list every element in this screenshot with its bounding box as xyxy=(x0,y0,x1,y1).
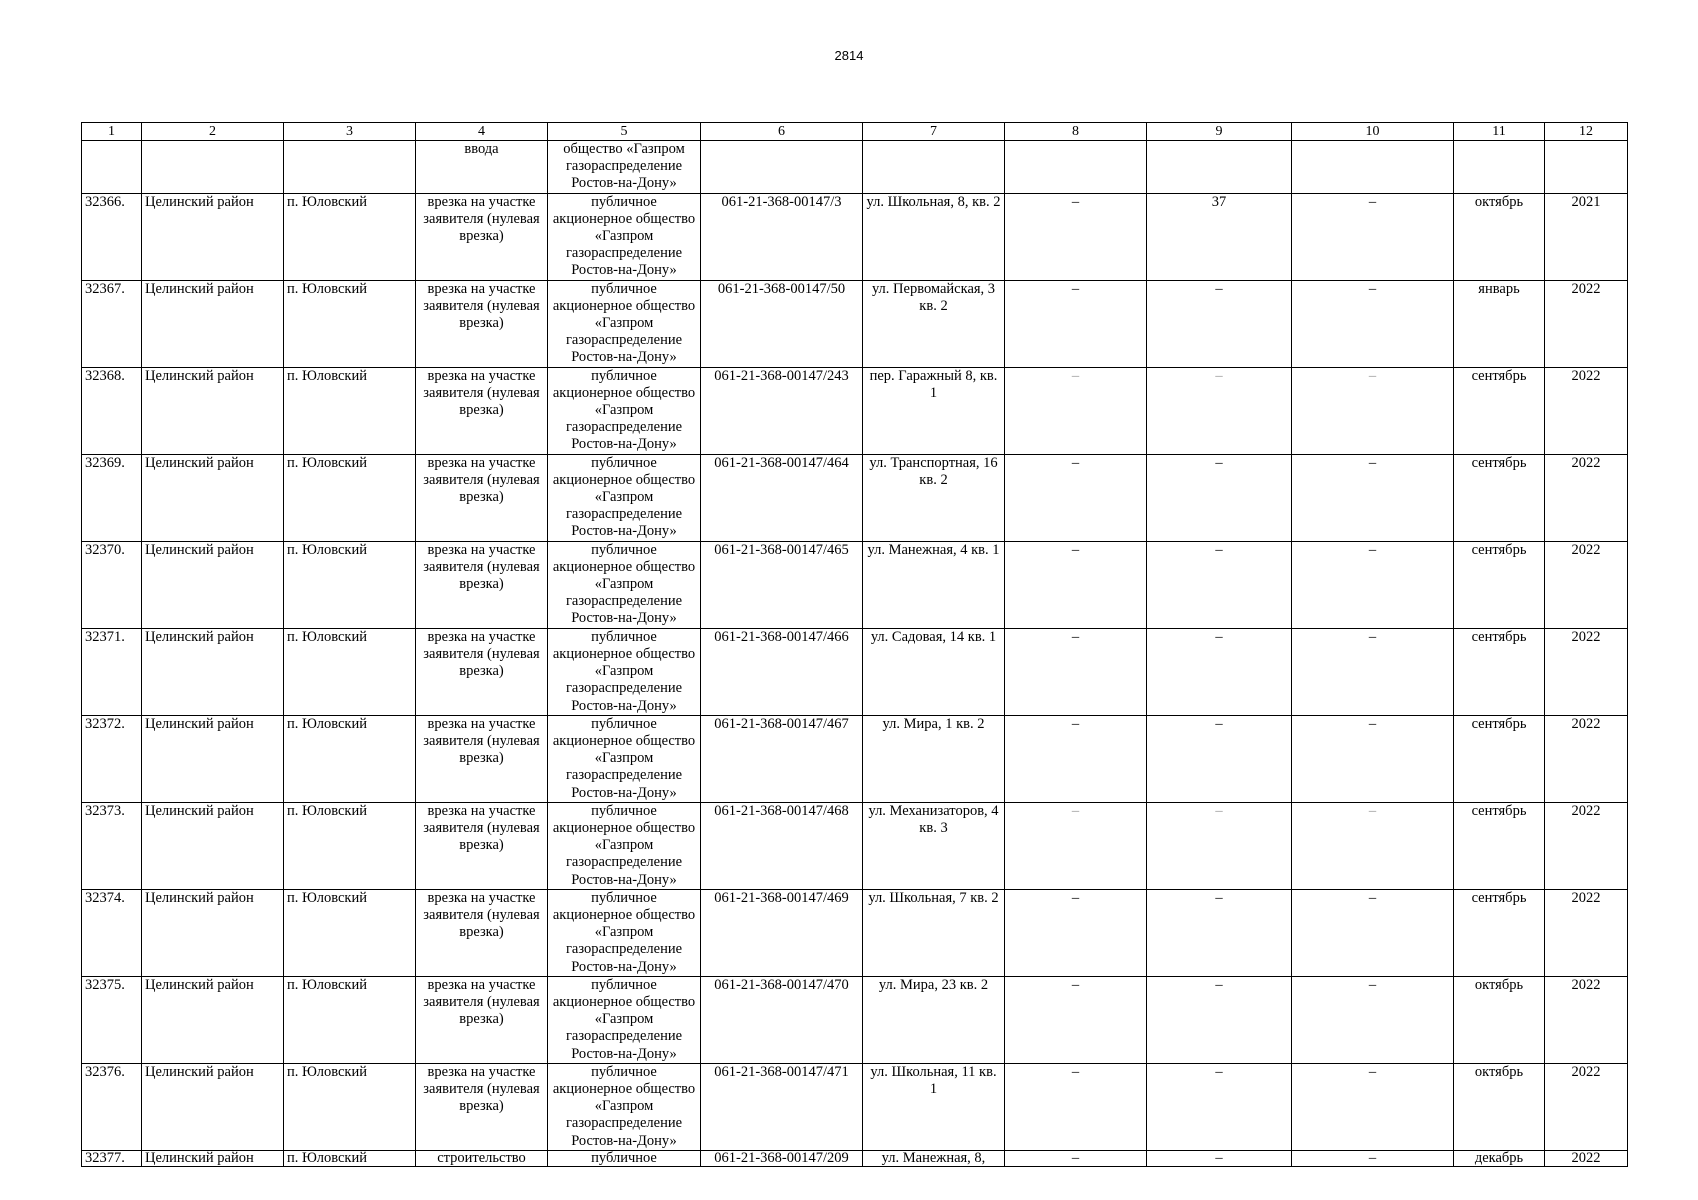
cell-col-9: – xyxy=(1147,1063,1292,1150)
table-row xyxy=(82,541,1628,628)
cell-empty xyxy=(142,141,284,194)
cell-object-type: врезка на участке заявителя (нулевая врезка) xyxy=(416,541,548,628)
cell-registry-code: 061-21-368-00147/468 xyxy=(701,802,863,889)
registry-table xyxy=(81,122,1628,1167)
cell-address: ул. Мира, 23 кв. 2 xyxy=(863,976,1005,1063)
cell-address: ул. Манежная, 4 кв. 1 xyxy=(863,541,1005,628)
cell-col-9: – xyxy=(1147,976,1292,1063)
cell-year: 2022 xyxy=(1545,628,1628,715)
cell-col-8: – xyxy=(1005,1063,1147,1150)
cell-registry-code: 061-21-368-00147/243 xyxy=(701,367,863,454)
cell-district: Целинский район xyxy=(142,1063,284,1150)
cell-organization: публичное акционерное общество «Газпром газораспределение Ростов-на-Дону» xyxy=(548,367,701,454)
table-row xyxy=(82,1063,1628,1150)
cell-row-number: 32370. xyxy=(82,541,142,628)
cell-locality: п. Юловский xyxy=(284,541,416,628)
cell-district: Целинский район xyxy=(142,802,284,889)
column-number-header-row xyxy=(82,123,1628,141)
cell-organization: публичное акционерное общество «Газпром газораспределение Ростов-на-Дону» xyxy=(548,454,701,541)
cell-col-10: – xyxy=(1292,715,1454,802)
cell-object-type: врезка на участке заявителя (нулевая врезка) xyxy=(416,280,548,367)
cell-col-9: – xyxy=(1147,715,1292,802)
table-row xyxy=(82,802,1628,889)
table-row xyxy=(82,889,1628,976)
cell-year: 2022 xyxy=(1545,280,1628,367)
cell-col-9: 37 xyxy=(1147,193,1292,280)
cell-object-type: врезка на участке заявителя (нулевая врезка) xyxy=(416,1063,548,1150)
cell-col-10: – xyxy=(1292,280,1454,367)
cell-address: ул. Школьная, 8, кв. 2 xyxy=(863,193,1005,280)
cell-district: Целинский район xyxy=(142,976,284,1063)
cell-registry-code: 061-21-368-00147/464 xyxy=(701,454,863,541)
cell-locality-text: п. Юловский xyxy=(287,1150,367,1166)
cell-empty xyxy=(1147,141,1292,194)
cell-district: Целинский район xyxy=(142,193,284,280)
cell-locality xyxy=(284,1150,416,1166)
cell-year: 2022 xyxy=(1545,367,1628,454)
cell-organization: публичное акционерное общество «Газпром газораспределение Ростов-на-Дону» xyxy=(548,193,701,280)
cell-col-8: – xyxy=(1005,367,1147,454)
table-row xyxy=(82,976,1628,1063)
cell-locality: п. Юловский xyxy=(284,976,416,1063)
cell-month: сентябрь xyxy=(1454,802,1545,889)
cell-row-number xyxy=(82,1150,142,1166)
cell-organization-text: публичное xyxy=(591,1150,657,1166)
cell-object-type: врезка на участке заявителя (нулевая врезка) xyxy=(416,367,548,454)
column-header: 6 xyxy=(701,123,863,141)
cell-year xyxy=(1545,1150,1628,1166)
cell-district xyxy=(142,1150,284,1166)
cell-registry-code: 061-21-368-00147/50 xyxy=(701,280,863,367)
cell-col-9: – xyxy=(1147,454,1292,541)
cell-month-text: декабрь xyxy=(1474,1150,1524,1166)
cell-locality: п. Юловский xyxy=(284,715,416,802)
cell-organization: общество «Газпром газораспределение Ростов-на-Дону» xyxy=(548,141,701,194)
cell-empty xyxy=(1005,141,1147,194)
cell-col-8: – xyxy=(1005,628,1147,715)
cell-year: 2022 xyxy=(1545,802,1628,889)
cell-organization: публичное акционерное общество «Газпром газораспределение Ростов-на-Дону» xyxy=(548,802,701,889)
cell-year: 2022 xyxy=(1545,541,1628,628)
cell-locality: п. Юловский xyxy=(284,889,416,976)
cell-row-number: 32376. xyxy=(82,1063,142,1150)
cell-row-number: 32371. xyxy=(82,628,142,715)
cell-empty xyxy=(863,141,1005,194)
cell-col-8: – xyxy=(1005,802,1147,889)
cell-row-number: 32374. xyxy=(82,889,142,976)
cell-district: Целинский район xyxy=(142,454,284,541)
cell-month: октябрь xyxy=(1454,976,1545,1063)
cell-month: октябрь xyxy=(1454,1063,1545,1150)
cell-registry-code xyxy=(701,1150,863,1166)
cell-col-10: – xyxy=(1292,802,1454,889)
cell-empty xyxy=(1292,141,1454,194)
cell-col-10: – xyxy=(1292,889,1454,976)
cell-month xyxy=(1454,1150,1545,1166)
cell-district: Целинский район xyxy=(142,715,284,802)
cell-organization: публичное акционерное общество «Газпром газораспределение Ростов-на-Дону» xyxy=(548,541,701,628)
table-row xyxy=(82,367,1628,454)
cell-locality: п. Юловский xyxy=(284,454,416,541)
cell-district: Целинский район xyxy=(142,541,284,628)
cell-organization: публичное акционерное общество «Газпром газораспределение Ростов-на-Дону» xyxy=(548,280,701,367)
cell-organization: публичное акционерное общество «Газпром газораспределение Ростов-на-Дону» xyxy=(548,889,701,976)
cell-row-number: 32368. xyxy=(82,367,142,454)
table-row xyxy=(82,715,1628,802)
cell-locality: п. Юловский xyxy=(284,628,416,715)
cell-organization: публичное акционерное общество «Газпром газораспределение Ростов-на-Дону» xyxy=(548,1063,701,1150)
cell-month: сентябрь xyxy=(1454,454,1545,541)
cell-col-8: – xyxy=(1005,541,1147,628)
cell-col-9: – xyxy=(1147,889,1292,976)
table-row xyxy=(82,454,1628,541)
cell-object-type: врезка на участке заявителя (нулевая врезка) xyxy=(416,193,548,280)
cell-district: Целинский район xyxy=(142,280,284,367)
cell-col-9: – xyxy=(1147,367,1292,454)
cell-registry-code: 061-21-368-00147/471 xyxy=(701,1063,863,1150)
cell-empty xyxy=(284,141,416,194)
cell-col-10: – xyxy=(1292,628,1454,715)
column-header: 11 xyxy=(1454,123,1545,141)
cell-col-9-text: – xyxy=(1215,1150,1223,1166)
column-header: 2 xyxy=(142,123,284,141)
cell-col-10: – xyxy=(1292,367,1454,454)
cell-organization: публичное акционерное общество «Газпром газораспределение Ростов-на-Дону» xyxy=(548,976,701,1063)
cell-col-10: – xyxy=(1292,454,1454,541)
cell-organization: публичное акционерное общество «Газпром газораспределение Ростов-на-Дону» xyxy=(548,715,701,802)
table-row xyxy=(82,628,1628,715)
column-header: 12 xyxy=(1545,123,1628,141)
cell-object-type: врезка на участке заявителя (нулевая врезка) xyxy=(416,628,548,715)
column-header: 7 xyxy=(863,123,1005,141)
cell-object-type-text: строительство xyxy=(437,1150,526,1166)
cell-row-number: 32372. xyxy=(82,715,142,802)
cell-address: ул. Транспортная, 16 кв. 2 xyxy=(863,454,1005,541)
column-header: 3 xyxy=(284,123,416,141)
cell-year-text: 2022 xyxy=(1571,1150,1601,1166)
cell-month: сентябрь xyxy=(1454,715,1545,802)
cell-col-10-text: – xyxy=(1368,1150,1377,1166)
cell-address-text: ул. Манежная, 8, xyxy=(881,1150,986,1166)
cell-organization: публичное акционерное общество «Газпром газораспределение Ростов-на-Дону» xyxy=(548,628,701,715)
cell-col-8: – xyxy=(1005,976,1147,1063)
cell-address: ул. Садовая, 14 кв. 1 xyxy=(863,628,1005,715)
cell-registry-code: 061-21-368-00147/470 xyxy=(701,976,863,1063)
cell-locality: п. Юловский xyxy=(284,802,416,889)
cell-object-type: врезка на участке заявителя (нулевая врезка) xyxy=(416,802,548,889)
cell-registry-code: 061-21-368-00147/3 xyxy=(701,193,863,280)
cell-object-type xyxy=(416,1150,548,1166)
cell-address: ул. Первомайская, 3 кв. 2 xyxy=(863,280,1005,367)
cell-col-10: – xyxy=(1292,1063,1454,1150)
cell-address: ул. Школьная, 11 кв. 1 xyxy=(863,1063,1005,1150)
cell-address xyxy=(863,1150,1005,1166)
cell-col-8 xyxy=(1005,1150,1147,1166)
cell-registry-code: 061-21-368-00147/465 xyxy=(701,541,863,628)
table-row xyxy=(82,280,1628,367)
cell-row-number: 32366. xyxy=(82,193,142,280)
cell-empty xyxy=(1454,141,1545,194)
cell-row-number: 32373. xyxy=(82,802,142,889)
cell-district: Целинский район xyxy=(142,628,284,715)
cell-object-type: врезка на участке заявителя (нулевая врезка) xyxy=(416,454,548,541)
cell-col-10: – xyxy=(1292,541,1454,628)
cell-col-9 xyxy=(1147,1150,1292,1166)
cell-col-10: – xyxy=(1292,976,1454,1063)
cell-year: 2021 xyxy=(1545,193,1628,280)
cell-locality: п. Юловский xyxy=(284,1063,416,1150)
column-header: 8 xyxy=(1005,123,1147,141)
cell-year: 2022 xyxy=(1545,715,1628,802)
cell-object-type: врезка на участке заявителя (нулевая врезка) xyxy=(416,889,548,976)
cell-year: 2022 xyxy=(1545,976,1628,1063)
column-header: 5 xyxy=(548,123,701,141)
cell-col-9: – xyxy=(1147,541,1292,628)
cell-col-9: – xyxy=(1147,802,1292,889)
cell-district: Целинский район xyxy=(142,367,284,454)
cell-district: Целинский район xyxy=(142,889,284,976)
cell-locality: п. Юловский xyxy=(284,193,416,280)
cell-registry-code: 061-21-368-00147/467 xyxy=(701,715,863,802)
cell-col-8: – xyxy=(1005,280,1147,367)
table-row-partial xyxy=(82,1150,1628,1166)
cell-month: январь xyxy=(1454,280,1545,367)
cell-empty xyxy=(1545,141,1628,194)
cell-month: сентябрь xyxy=(1454,541,1545,628)
cell-col-8: – xyxy=(1005,889,1147,976)
cell-organization xyxy=(548,1150,701,1166)
cell-month: октябрь xyxy=(1454,193,1545,280)
cell-year: 2022 xyxy=(1545,454,1628,541)
column-header: 9 xyxy=(1147,123,1292,141)
cell-col-9: – xyxy=(1147,628,1292,715)
cell-district-text: Целинский район xyxy=(145,1150,254,1166)
cell-month: сентябрь xyxy=(1454,628,1545,715)
cell-registry-code-text: 061-21-368-00147/209 xyxy=(714,1150,849,1166)
cell-object-type: врезка на участке заявителя (нулевая врезка) xyxy=(416,976,548,1063)
cell-locality: п. Юловский xyxy=(284,280,416,367)
column-header: 1 xyxy=(82,123,142,141)
cell-empty xyxy=(82,141,142,194)
cell-locality: п. Юловский xyxy=(284,367,416,454)
cell-empty xyxy=(701,141,863,194)
continuation-row xyxy=(82,141,1628,194)
column-header: 4 xyxy=(416,123,548,141)
cell-month: сентябрь xyxy=(1454,889,1545,976)
cell-col-8: – xyxy=(1005,454,1147,541)
cell-col-8-text: – xyxy=(1071,1150,1080,1166)
column-header: 10 xyxy=(1292,123,1454,141)
cell-year: 2022 xyxy=(1545,1063,1628,1150)
cell-month: сентябрь xyxy=(1454,367,1545,454)
cell-address: ул. Школьная, 7 кв. 2 xyxy=(863,889,1005,976)
cell-address: пер. Гаражный 8, кв. 1 xyxy=(863,367,1005,454)
cell-year: 2022 xyxy=(1545,889,1628,976)
cell-col-8: – xyxy=(1005,193,1147,280)
cell-registry-code: 061-21-368-00147/469 xyxy=(701,889,863,976)
cell-col-8: – xyxy=(1005,715,1147,802)
cell-row-number: 32367. xyxy=(82,280,142,367)
cell-col-10 xyxy=(1292,1150,1454,1166)
table-row xyxy=(82,193,1628,280)
cell-registry-code: 061-21-368-00147/466 xyxy=(701,628,863,715)
cell-address: ул. Механизаторов, 4 кв. 3 xyxy=(863,802,1005,889)
page-number: 2814 xyxy=(834,48,864,63)
cell-object-type: врезка на участке заявителя (нулевая врезка) xyxy=(416,715,548,802)
cell-row-number: 32369. xyxy=(82,454,142,541)
cell-col-10: – xyxy=(1292,193,1454,280)
cell-address: ул. Мира, 1 кв. 2 xyxy=(863,715,1005,802)
cell-col-9: – xyxy=(1147,280,1292,367)
cell-object-type: ввода xyxy=(416,141,548,194)
cell-row-number: 32375. xyxy=(82,976,142,1063)
cell-row-number-text: 32377. xyxy=(85,1150,125,1166)
